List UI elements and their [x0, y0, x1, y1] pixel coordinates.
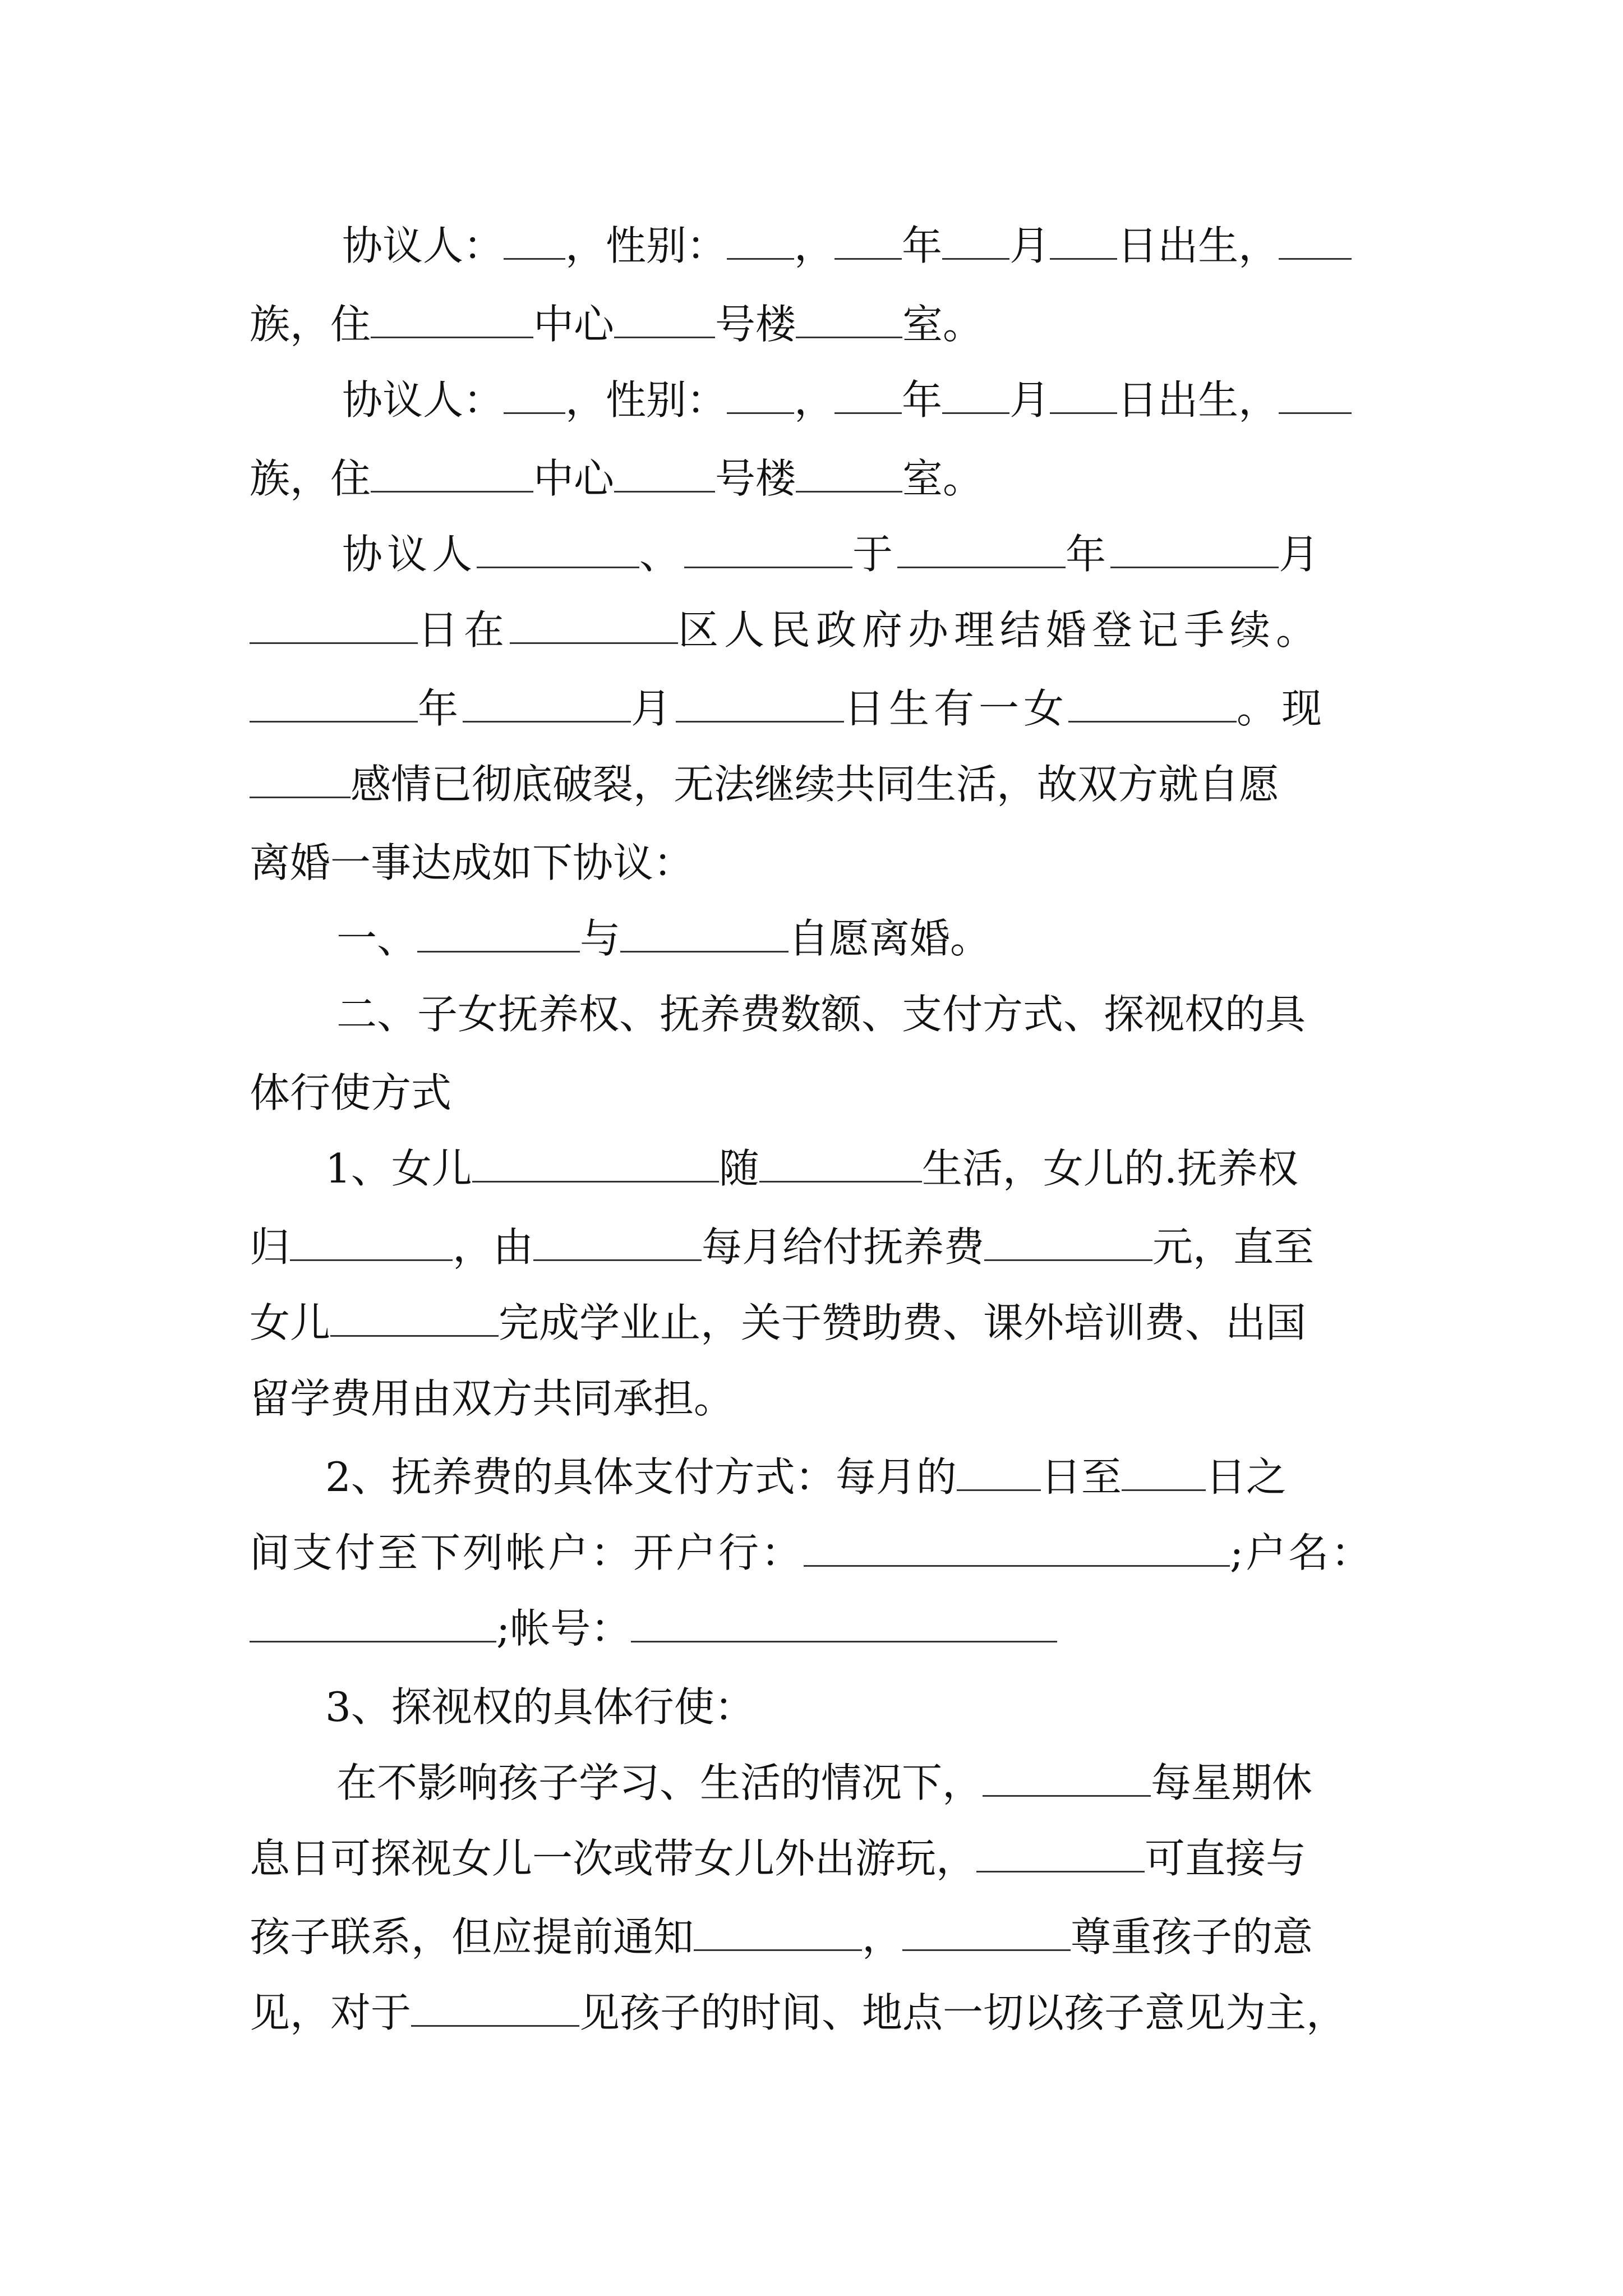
text-segment: 可直接与 [1145, 1835, 1307, 1882]
blank-field [472, 1147, 719, 1182]
text-segment: 息日可探视女儿一次或带女儿外出游玩， [250, 1835, 977, 1882]
text-segment: 体行使方式 [250, 1069, 452, 1116]
blank-field [983, 1761, 1151, 1797]
text-line [336, 981, 1306, 1048]
text-segment: ， [794, 376, 835, 424]
blank-field [942, 379, 1009, 414]
text-segment: ， [862, 1913, 903, 1961]
text-segment: 协议人： [342, 376, 504, 424]
text-line [250, 596, 1322, 664]
blank-field [1050, 224, 1117, 260]
text-segment: 感情已彻底破裂，无法继续共同生活，故双方就自愿 [351, 761, 1280, 808]
text-segment: 号楼 [715, 455, 796, 502]
text-line [250, 1059, 451, 1126]
text-segment: 自愿离婚。 [789, 915, 991, 962]
text-line [342, 521, 1324, 588]
blank-field [796, 303, 902, 338]
blank-field [1279, 224, 1352, 260]
text-segment: 完成学业止，关于赞助费、课外培训费、出国 [499, 1299, 1307, 1346]
text-segment: 生活，女儿的.抚养权 [921, 1145, 1298, 1192]
text-line [250, 291, 983, 358]
text-segment: 每月给付抚养费 [702, 1223, 985, 1271]
blank-field [834, 224, 902, 260]
text-segment: 年 [902, 376, 943, 424]
blank-field [1279, 379, 1352, 414]
text-segment: 日出生， [1117, 222, 1279, 269]
text-line [250, 675, 1326, 742]
text-line [250, 1519, 1373, 1586]
text-segment: 日在 [418, 606, 510, 654]
blank-field [614, 457, 715, 493]
text-line [325, 1135, 1298, 1202]
blank-field [504, 379, 565, 414]
text-segment: 族，住 [250, 301, 371, 348]
text-segment: 间支付至下列帐户：开户行： [250, 1529, 804, 1576]
blank-field [1122, 1456, 1206, 1491]
blank-field [463, 687, 631, 723]
text-segment: 日出生， [1117, 376, 1279, 424]
text-segment: 。现 [1237, 685, 1327, 732]
text-segment: 离婚一事达成如下协议： [250, 839, 694, 886]
text-line [250, 445, 983, 512]
blank-field [614, 303, 715, 338]
text-line [250, 1825, 1306, 1892]
text-segment: 元，直至 [1152, 1223, 1315, 1271]
text-segment: 、 [639, 531, 685, 578]
blank-field [902, 1916, 1071, 1951]
blank-field [371, 303, 533, 338]
text-line [250, 1979, 1347, 2046]
blank-field [250, 763, 351, 798]
text-segment: 族，住 [250, 455, 371, 502]
blank-field [759, 1147, 922, 1182]
text-segment: 随 [718, 1145, 759, 1192]
blank-field [1050, 379, 1117, 414]
text-segment: 日至 [1040, 1453, 1122, 1501]
text-line [342, 366, 1352, 434]
text-segment: 中心 [533, 301, 615, 348]
text-segment: 区人民政府办理结婚登记手续。 [678, 606, 1322, 654]
blank-field [477, 533, 639, 568]
text-segment: 3、探视权的具体行使： [325, 1683, 755, 1731]
blank-field [533, 1226, 702, 1261]
text-segment: 女儿 [250, 1299, 331, 1346]
blank-field [631, 1607, 1057, 1642]
text-line [250, 1213, 1314, 1281]
text-segment: 年 [902, 222, 943, 269]
text-line [250, 1903, 1313, 1971]
text-line [250, 751, 1279, 818]
blank-field [250, 687, 418, 723]
blank-field [676, 687, 844, 723]
blank-field [694, 1916, 862, 1951]
text-line [250, 1595, 1057, 1662]
blank-field [1068, 687, 1237, 723]
blank-field [250, 609, 418, 644]
text-segment: 年 [1066, 531, 1111, 578]
text-line [250, 1365, 734, 1432]
blank-field [727, 224, 794, 260]
text-line [336, 905, 990, 972]
text-line [325, 1443, 1287, 1511]
blank-field [834, 379, 902, 414]
text-line [250, 829, 694, 896]
text-segment: 1、女儿 [325, 1145, 472, 1192]
blank-field [411, 1991, 579, 2027]
text-segment: 于 [852, 531, 898, 578]
text-segment: 与 [580, 915, 621, 962]
text-segment: 2、抚养费的具体支付方式：每月的 [325, 1453, 957, 1501]
blank-field [957, 1456, 1041, 1491]
text-segment: ，性别： [565, 222, 727, 269]
text-line [250, 1289, 1306, 1356]
text-segment: ;帐号： [496, 1605, 631, 1652]
text-segment: 尊重孩子的意 [1071, 1913, 1313, 1961]
text-line [342, 212, 1352, 279]
text-segment: 在不影响孩子学习、生活的情况下， [336, 1759, 983, 1806]
blank-field [976, 1837, 1145, 1872]
text-segment: 日之 [1205, 1453, 1287, 1501]
blank-field [942, 224, 1009, 260]
blank-field [804, 1531, 1230, 1567]
text-line [325, 1673, 755, 1741]
text-segment: 每星期休 [1151, 1759, 1313, 1806]
text-segment: 月 [1009, 222, 1050, 269]
text-segment: ，由 [453, 1223, 534, 1271]
text-segment: 见孩子的时间、地点一切以孩子意见为主， [579, 1989, 1347, 2036]
blank-field [510, 609, 678, 644]
blank-field [620, 917, 789, 953]
text-segment: 归 [250, 1223, 291, 1271]
blank-field [984, 1226, 1152, 1261]
text-segment: 室。 [902, 455, 984, 502]
text-segment: 协议人 [342, 531, 477, 578]
text-segment: 年 [418, 685, 463, 732]
text-segment: 二、子女抚养权、抚养费数额、支付方式、探视权的具 [336, 991, 1306, 1038]
text-line [336, 1749, 1312, 1816]
blank-field [796, 457, 902, 493]
blank-field [897, 533, 1066, 568]
text-segment: 室。 [902, 301, 984, 348]
blank-field [1110, 533, 1279, 568]
text-segment: 留学费用由双方共同承担。 [250, 1375, 735, 1422]
text-segment: 见，对于 [250, 1989, 412, 2036]
text-segment: ， [794, 222, 835, 269]
blank-field [371, 457, 533, 493]
text-segment: 中心 [533, 455, 615, 502]
text-segment: 日生有一女 [844, 685, 1069, 732]
blank-field [290, 1226, 453, 1261]
text-segment: 孩子联系，但应提前通知 [250, 1913, 694, 1961]
text-segment: 月 [1009, 376, 1050, 424]
text-segment: 月 [631, 685, 676, 732]
blank-field [250, 1607, 496, 1642]
blank-field [727, 379, 794, 414]
text-segment: 一、 [336, 915, 418, 962]
blank-field [504, 224, 565, 260]
text-segment: ;户名： [1230, 1529, 1374, 1576]
text-segment: ，性别： [565, 376, 727, 424]
blank-field [684, 533, 852, 568]
text-segment: 号楼 [715, 301, 796, 348]
blank-field [330, 1301, 499, 1337]
text-segment: 月 [1279, 531, 1324, 578]
blank-field [417, 917, 580, 953]
text-segment: 协议人： [342, 222, 504, 269]
